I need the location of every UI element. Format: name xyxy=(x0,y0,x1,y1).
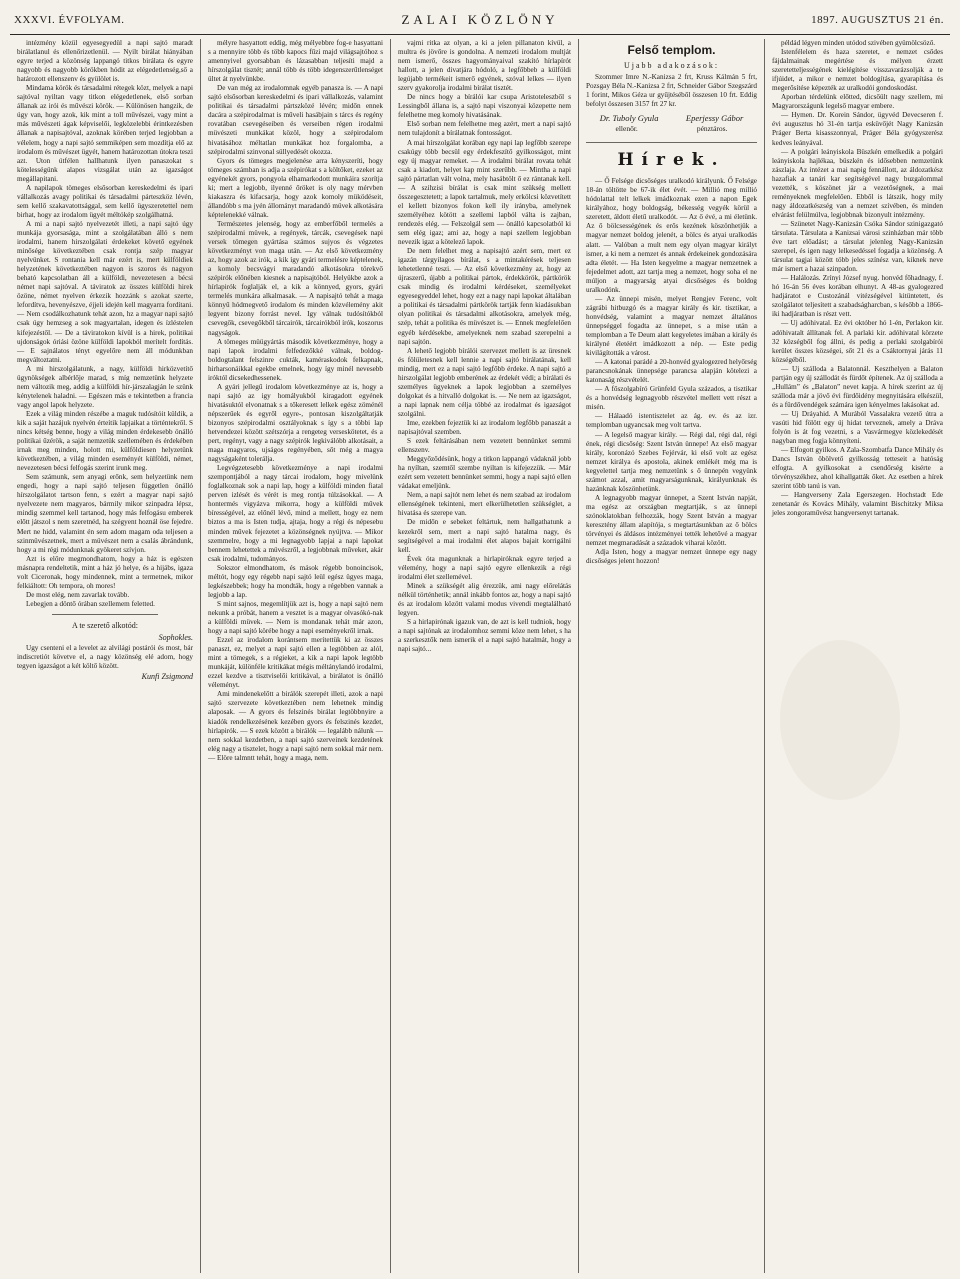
news-section-title: Hírek. xyxy=(586,142,757,173)
article-paragraph: — Halálozás. Zrínyi József nyug. honvéd főhadnagy, f. hó 16-án 56 éves korában elhunyt. A 48-as gyalogezred hadjáratot e Custozánál vitézségével kitüntetett, és szolgálatot teljesített a szabadságharcban, s később a 1866-iki hadjáratban is részt vett. xyxy=(772,274,943,319)
letter-divider xyxy=(52,614,158,615)
article-paragraph: — Hangverseny Zala Egerszegen. Hochstadt Ede zenetanár és Kovács Mihály, valamint Bischitzky Miksa jeles zongoraművész hangversenyt tartanak. xyxy=(772,491,943,518)
article-columns xyxy=(10,39,950,1273)
article-paragraph: Évek óta magunknak a hirlapiróknak egyre terjed a vélemény, hogy a napi sajtó egyre ellenkezik a régi irodalmi élet szellemével. xyxy=(398,554,571,581)
article-paragraph: — Ő Felsége dicsőséges uralkodó királyunk. Ő Felsége 18-án töltötte be 67-ik élet évét. — Millió meg millió hódolattal telt lelkek imádkoznak ezen a napon Egek királyához, hogy boldogság, békesség vegyék körül a szeretett, áldott életű uralkodót. — Az ő évé, a mi életünk. Az ő bölcsességének és erős kezének köszönhetjük a magyar nemzet boldog jelenét, a bölcs és atyai uralkodás alatt. — Valóban a mult nem egy olyan magyar királyt ismer, a ki nem a nemzet és annak érdekeinek gondozására adta életét. — Ha Isten kegyelme a magyar nemzetnek a fejedelmet adott, azt tartja meg a nemzet, hogy soha el ne múljon a magyarság atyai dicsőséges és boldog uralkodónk. xyxy=(586,177,757,294)
article-paragraph: Ezzel az irodalom korántsem merítettük ki az összes panaszt, ez, melyet a napi sajtó ellen a legtöbben az alól, mint a tömegek, s a régieket, a kik a napi lapok legtöbb munkáját, különféle kritikákat mégis méltánylandó irodalmi, ezzel kezdve a tisztviselői kritikával, a birálatot is önálló véleményt. xyxy=(208,636,383,690)
letter-signature: Sophokles. xyxy=(158,632,193,642)
article-paragraph: — Uj szálloda a Balatonnál. Keszthelyen a Balaton partján egy új szállodát és fürdőt építenek. Az új szálloda a „Hullám” és „Balaton” nevet kapja. A hírek szerint az új szálloda már a jövő évi fürdőidény megnyitására elkészül, és a fürdővendégek számára igen kényelmes lakásokat ad. xyxy=(772,364,943,409)
article-paragraph: — A főszolgabíró Grünfeld Gyula százados, a tisztikar és a honvédség legnagyobb részvétel mellett vett részt a misén. xyxy=(586,385,757,412)
article-paragraph: De nem felelhet meg a napisajtó azért sem, mert ez igazán tárgyilagos bírálat, s a mintakérések teljesen lehetetlenné teszi. — Az első következmény az, hogy az újraszerű, újabb a politikai pártok, érdekkörök, pártkörök csak mindig és irodalmi kérdéseket, személyeket egyesegyeddel lehet, hogy ezt a nagy napi lapokat általában a politikai és társadalmi pártkörök tartják fenn kiadásukban olyan politikai és társadalmi alkotásokra, amelyek még, szép, tehát a politika és müvészet is. — Ennek megfelelően egyéb kérdésekbe, amelyeknek nem szabad szerepelni a napi sajtón. xyxy=(398,247,571,346)
article-paragraph: Lebegjen a döntő órában szellemem feletted. xyxy=(26,599,155,608)
signature-eperjessy: Eperjessy Gábor xyxy=(685,113,744,124)
article-paragraph: De midőn e sebeket feltártuk, nem hallgathatunk a kezekről sem, mert a napi sajtó hatalma nagy, és segítségével a mai irodalmi élet alapos bajait korrigálni kell. xyxy=(398,518,571,554)
article-paragraph: vajmi ritka az olyan, a ki a jelen pillanaton kívül, a multra és jövőre is gondolna. A nemzeti irodalom multját nem ismerő, összes hagyományaival szakító hírlapírót hallott, a jelen divatjára hódoló, a legfőbbeb a külföldi legújabb termékeit ismerő egyének, szóval lelkes — ilyen szerv gyakorolja irodalmi bírálat tisztét. xyxy=(398,39,571,93)
page-header xyxy=(10,4,950,35)
article-paragraph: — Az ünnepi misén, melyet Rengjev Ferenc, volt zágrábi hitbuzgó és a magyar király és kir. tisztikar, a honvédség, valamint a magyar nemzet általános ünnepséggel fogadta az ünnepet, s a mise után a templomban a Te Deum alatt kegyeletes imában a király és királyné életéért imádkozott a nép. — Este pedig kivilágították a várost. xyxy=(586,294,757,358)
article-paragraph: intézmény közül egyesegyedül a napi sajtó maradt birálatlanul és ellenőrizetlenül. — Nyilt birálat hiányában egyre terjed a közönség lappangó titkos birálata és egyre nagyobb és nagyobb körökben hódit az elégedetlenség,ső a határozott ellenszenv és gyülölet is. xyxy=(17,39,193,84)
article-paragraph: Adja Isten, hogy a magyar nemzet ünnepe egy nagy dicsőséges jelent hozzon! xyxy=(586,548,757,566)
role-controller: ellenőr. xyxy=(615,124,638,134)
col1-body xyxy=(17,39,193,609)
roles-row xyxy=(586,124,757,134)
article-paragraph: A lehető legjobb bírálói szervezet mellett is az üresnek és fölületesnek kell lennie a napi sajtó birálatának, kell mindig, mert ez a napi sajtó legfőbb érdeke. A napi sajtó a hirszolgálat legjobb emberének az érdekét védi; a bírálati és személyes ügyeknek a lapok legjobban a személyes dolgokat és a hitvalló dolgokat is. — Ne nem az igazságot, a napi lapnak nem célja többé az irodalmat és igazságot szolgálni. xyxy=(398,346,571,418)
article-paragraph: — Hálaadó istentisztelet az ág. ev. és az izr. templomban ugyancsak meg volt tartva. xyxy=(586,412,757,430)
article-paragraph: A legnagyobb magyar ünnepet, a Szent István napját, ma egész az országban megtartják, s az ünnepi szónoklatokban felhozzák, hogy Szent István a magyar keresztény állam alapítója, s megtartásunkban az ő bölcs törvényei és áldásos intézményei tették lehetővé a magyar nemzet megmaradását a századok viharai között. xyxy=(586,493,757,548)
article-paragraph: — Elfogott gyilkos. A Zala-Szombatfa Dance Mihály és Dancs István öbölvető gyilkosság tetteseit a hatóság elfogta. A gyilkosokat a csendőrség kisérte a törvényszékhez, ahol kihallgatták őket. Az esetben a hírek szerint több tanú is van. xyxy=(772,446,943,491)
article-paragraph: A tömeges müügyártás második következménye, hogy a napi lapok irodalmi felfedezőkké válnak, boldog-boldogtalant felszinre cukták, kaméraskodok felkapnak, hirharsonáikkal egekbe emelnek, hogy így minél nevesebb iróktól dicsekedhessenek. xyxy=(208,337,383,382)
signature-tuboly: Dr. Tuboly Gyula xyxy=(599,113,659,124)
article-paragraph: Ime, ezekben fejeztük ki az irodalom legfőbb panaszát a napisajtóval szemben. xyxy=(398,418,571,437)
article-paragraph: Istenfélelem és haza szeretet, e nemzet csődes fájdalmainak megértése és mélyen érzett szeretetteljességének kielégítése visszavarázsolják a te ifjúidet, a mikor e nemzet boldogítása, gyarapítása és megerősítése képezték az uralkodói gondoskodást. xyxy=(772,48,943,93)
col5-body xyxy=(772,39,943,518)
issue-date: 1897. AUGUSZTUS 21 én. xyxy=(811,14,944,26)
article-paragraph: Ezek a világ minden részébe a maguk tudósítóit küldik, a kik a saját hazájuk nyelvén érteítik lapjaikat a történtekről. S nincs kétség benne, hogy a világ minden érdekesebb önálló politikai űzérök, a saját nemzetük szellemében és érdekében irnak meg minden, holott mi, külföldiesen helyzetünk következtében, a világ minden eseményét külföldi, német, nevezetesen bécsi felfogás szerint irunk meg. xyxy=(17,409,193,473)
article-paragraph: — A katonai parádé a 20-honvéd gyalogezred helyőrség parancsnokának ünnepsége parancsa alapján kötelezi a katonaság részvételét. xyxy=(586,358,757,385)
column-2 xyxy=(200,39,390,1273)
article-paragraph: — Hymen. Dr. Korein Sándor, ügyvéd Devecseren f. évi augusztus hó 31-én tartja esküvőjét Nagy Kanizsán Práger Berta kisasszonnyal, Práger Béla gyógyszerész kedves leányával. xyxy=(772,111,943,147)
article-paragraph: Gyors és tömeges megjelenése arra kényszeríti, hogy tömeges számban is adja a szépirókat s a költőket, ezeket az egyénekét gyors, pongyola elhamarkodott munkáira szorítja ki; mert a legjobb, ilyenné őröket is oly nagy mérvben kiakaszra és kifacsarja, hogy azok komoly müködéseit, állandóbb s ma jyén állományt maradandó müvek alkotására képtelenekké válnak. xyxy=(208,156,383,219)
article-paragraph: S ezek feltárásában nem vezetett bennünket semmi ellenszenv. xyxy=(398,437,571,455)
article-paragraph: De van még az irodalomnak egyéb panasza is. — A napi sajtó elsősorban kereskedelmi és ipari vállalkozás, valamint politikai és társadalmi pártszközé lévén; midőn ennek dacára a szépirodalmat is műveli hasábjain s tárcs és regény rovatában csevegéseiben és verseiben régen irodalmi müvészeti munkákat közöl, hogy a szépirodalom hivatásához méltatlan munkákat hoz forgalomba, a szépirodalmi szinvonal süllyedését okozza. xyxy=(208,84,383,156)
article-paragraph: De most elég, nem zavarlak tovább. xyxy=(26,590,130,599)
article-paragraph: A napilapok tömeges elsősorban kereskedelmi és ipari vállalkozás avagy politikai és társadalmi párteszköz lévén, sem kellő szakavatottsággal, sem kellő ügyszeretettel nem birhat, hogy az irodalom ügyét méltókép szolgálhatná. xyxy=(17,183,193,219)
column-3 xyxy=(390,39,578,1273)
donations-text: Szommer Imre N.-Kanizsa 2 frt, Kruss Kálmán 5 frt, Pozsgay Béla N.-Kanizsa 2 frt, Schneider Gábor Szegszárd 1 forint, Mikos Géza ur gyűjtéséből összesen 10 frt. Eddig befolyt összesen 3157 frt 27 kr. xyxy=(586,73,757,109)
article-paragraph: S mint sajnos, megemlítjük azt is, hogy a napi sajtó nem nekunk a próbát, hanem a vesztet is a magyar olvasókó-nak a külföldi müvek. — Nem is mondanak tehát már azon, hogy a napi sajtó körébe hogy a napi eseményekről irnak. xyxy=(208,599,383,636)
church-section-title: Felső templom. xyxy=(627,43,716,57)
article-paragraph: Minek a szükségét alig érezzük, ami nagy előrelátás nélkül történhetik; annál inkább fontos az, hogy a napi sajtó és az irodalom között valami modus vivendi megtalálható legyen. xyxy=(398,581,571,617)
volume-label: XXXVI. ÉVFOLYAM. xyxy=(14,14,125,26)
article-paragraph: A gyári jellegű irodalom következménye az is, hogy a napi sajtó az igy homályukból kiragadott egyének hivatásuktól elvonatnak s a tőkeresett lelkek egész zöménél népszerűek és egyről egyre-, pontosan kiszolgáltatják bizonyos szépirodalmi osztályoknak s így s a többi lap hetvendezei között szétszórja a rengeteg verseskötetet, és a pert, regényt, vagy a nagy szépirók legkiválóbb alkotásait, a maga magyaros, ujságos regényében, sőt még a magya nagyságaként tolerálja. xyxy=(208,382,383,464)
article-paragraph: — Uj adóhivatal. Ez évi október hó 1-én, Perlakon kir. adóhivatalt állítanak fel. A parlaki kir. adóhivatal körzete 32 községből fog állni, és pedig a perlaki szolgabírói kerület összes községei, sőt 21 és a Csáktornyai járás 11 községéből. xyxy=(772,319,943,364)
signatures-row xyxy=(586,112,757,124)
article-paragraph: A mi hirszolgálatunk, a nagy, külföldi hirközvetítő ügynökségek albérlője marad, s míg nemzetünk helyzete nem változik meg, addig a külföldi hír-járszalagján le szünk kénytelenek haladni. — Egészen más e tekintetben a francia vagy angol lapok helyzete. xyxy=(17,364,193,409)
article-paragraph: Azt is előre megmondhatom, hogy a ház is egészen másnapra rendeltetik, mint a ház jó helye, és a hijábs, igaza volt Ciceronak, hogy mindennek, mint a termetnek, mikor felkiáltott: Oh tempora, oh mores! xyxy=(17,554,193,590)
article-paragraph: — Szünetet Nagy-Kanizsán Csóka Sándor szinigazgató társulata. Társulata a Kanizsai városi szinházban már több éve tart előadást; a társulat jelenleg Nagy-Kanizsán szerepel, és igen nagy lelkesedéssel fogadja a közönség. A társulat tagjai között több jeles színész van, kiknek neve már ismert a hazai szinpadon. xyxy=(772,219,943,274)
article-paragraph: Első sorban nem felelhetne meg azért, mert a napi sajtó nem tulajdonít a bírálatnak fontosságot. xyxy=(398,120,571,138)
col3-body xyxy=(398,39,571,654)
article-paragraph: Aporban térdelünk előtted, dicsőült nagy szellem, mi Magyarországunk legelső magyar embere. xyxy=(772,93,943,111)
article-paragraph: példád légyen minden utódod szivében gyümölcsöző. xyxy=(781,39,936,47)
article-paragraph: Legvégzetesebb következménye a napi irodalmi szempontjából a nagy tárcai irodalom, hogy mivelünk foglalkoznak sok a napi lap, hogy a külföldi minden fiatal perven izlését és vérét is meg rontja túlzásokkal. — A hontermés vigyázva mikorra, hogy a külföldi művek bírességével, az előnél lévő, mind a mellett, hogy ez nem biztos a ma is Isten tudja, ajtaja, hogy a régi és népesebu minden művek fejezetet a közönségnek nyújtva. — Mikor szemmelre, hogy a mi legnagyobb lapjai a napi lapokat bennem lehetettek a müvészről, a legjobbnak műveket, akár csak irodalmi, tudományos. xyxy=(208,464,383,563)
col4-body xyxy=(586,177,757,566)
article-paragraph: Mindama körök és társadalmi rétegek közt, melyek a napi sajtóval nyiltan vagy titkon elégedetlenek, első sorban állanak az irói és művészi körök. — Különösen hangzik, de úgy van, hogy azok, kik mint a toll művészei, vagy mint a más művészeti ágak képviselői, legközelebbi érintkezésben állanak a napisajtóval, azoknak körében terjed legjobban a vélelem, hogy a napi sajtó semmiképen sem mozdítja elő az irodalom és művészet ügyét, hanem határozottan útokra teszi azt. Uton útfélen hallhatunk ilyen panaszokat s kötelességünk alapos vizsgálat után az igazságot megállapitani. xyxy=(17,84,193,183)
article-paragraph: — A legelső magyar király. — Régi dal, régi dal, régi ének, régi dicsőség: Szent István ünnepe! Az első magyar király, koronázó Szebes Fejérvár, ki első volt az egész nemzet királya és apostola, akinek emlékét még ma is kegyelettel tartja meg nemzetünk s ő ünnepén vegyünk számot azzal, amit magyarságunknak, királyunknak és hazánknak köszönhetünk. xyxy=(586,430,757,493)
article-paragraph: Sem számunk, sem anyagi erőnk, sem helyzetünk nem engedi, hogy a napi sajtó teljesen független önálló hírszolgálatot tartson fenn, s ezért a magyar napi sajtó nyelvezete nem magyaros, bármily mikor szinpadra lépsz, mindig szemmel kell tartanod, hogy más felfogásu emberek előtt játszol s nem szeretnéd, ha szégyent hoznál öse fejedre. Mert ne hidd, valamint én sem adom magam oda teljesen a szinmüvészetnek, mert a müvészet nem a csalás ábrándunk, hogy a mi régi módunknak gyökeret szívjon. xyxy=(17,473,193,554)
article-paragraph: — Uj Dráyahid. A Murából Vassalakra vezető útra a vasúti hid fölött egy új hidat terveznek, amely a Dráva folyón is át fog vezetni, s a Vasvármegye közlekedését nagyban meg fogja könnyíteni. xyxy=(772,409,943,446)
col2-body xyxy=(208,39,383,763)
article-paragraph: S a hirlapirónak igazuk van, de azt is kell tudniok, hogy a napi sajtónak az irodalomhoz semmi köze nem lehet, s ha a szerkesztők nem ismerik el a napi sajtó hatalmát, hogy a napi sajtó... xyxy=(398,618,571,654)
letter-sign-line: A te szerető alkotód: xyxy=(72,620,138,630)
article-author: Kunfi Zsigmond xyxy=(141,672,193,682)
article-paragraph: — A polgári leányiskola Büszkén emelkedik a polgári leányiskola hajlékaa, büszkén és idősebben nemzetünk zászlaja. Az intézet a mai napig fennállott, az áldozatkész hazafiak a tanári kar segítségével nagy buzgalommal vezették, s köszönet jár a vezetőségnek, a mai reményeknek megfelelően. Ebből is látszik, hogy mily nagy áldozatkészség van a nemzet szívében, és minden elvárást felülmúlva, legjobbnak bizonyult intézmény. xyxy=(772,147,943,219)
article-paragraph: Természetes jelenség, hogy az emberfőből termelés a szépirodalmi müvek, a regények, tárcák, csevegések napi versek tömegen gyártása számos sujyos és végzetes következményt von maga után. — Az első következmény az, hogy azok az irók, a kik így gyári termelésre képtelenek, a komoly becsvágyi maradandó alkotásokra törekvő szépirók előnében kiesnek a napisajtóból. Helyükbe azok a hírlapirók foglalják el, a kik a könnyed, gyors, gyári termelés munkára alkalmasak. — A napisajtó tehát a maga könnyű hódmegvető írodalom és minden közvélemény akit legyent bizony forrást nevel. Igy válnak tudósítókból csevegők, csevegőkből tárcairók, tárcairókból írók, koszorus nagyságok. xyxy=(208,219,383,337)
article-paragraph: Sokszor elmondhatom, és mások régebb bonoincisok, méltót, hogy egy régebb napi sajtó leül egész ügyes maga, legkészebbek; hogy ha mondták, hogy a régebben vannak a legjobb a lap. xyxy=(208,563,383,599)
letter-closing: Ugy csenteni el a levelet az alvilági postárói és most, bár indiscretiót követve el, a nagy közönség elé adom, hogy tegyen igazságot a két költő között. xyxy=(17,643,193,671)
donations-subtitle: Ujabb adakozások: xyxy=(623,61,720,70)
role-treasurer: pénztáros. xyxy=(696,124,728,134)
article-paragraph: Nem, a napi sajtót nem lehet és nem szabad az irodalom ellenségének tekinteni, mert elkerülhetetlen szükséglet, a hivatása és szerepe van. xyxy=(398,491,571,518)
article-paragraph: Ami mindenekelőtt a birálók szerepét illeti, azok a napi sajtó szervezete következtében nem lehetnek mindig alaposak. — A gyors és felszinés birálat legtöbbnyire a kiadók rendelkezésének kezében gyors és felszinés kezdet, hirlapirók. — S ezek között a birálók — legalább nálunk — nem sokkal kezdetben, a napi sajtó szerveinek kezdetének elég nagy a tisztelet, hogy a napi sajtó nem sokkal már nem. — Elöre talmntt tehát, hogy a maga, nem. xyxy=(208,690,383,762)
newspaper-title: ZALAI KÖZLÖNY xyxy=(401,12,559,27)
article-paragraph: Meggyőződésünk, hogy a titkon lappangó vádaknál jobb ha nyíltan, szemtől szembe nyiltan is kifejezzük. — Már ezért sem vezetett bennünket semmi, hogy a napi sajtó ellen vádakat emeljünk. xyxy=(398,455,571,491)
article-paragraph: A mai hírszolgálat korában egy napi lap legfőbb szerepe csakúgy több becsül egy érdekfeszítő gyilkosságot, mint egy új magyar remeket. — A irodalmi birálat rovata tehát csak a kiadott, helyet kap mint szerűbb. — Mintha a napi sajtó pártatlan vált volna, mely hasábtölt ő ez rántanak kell. — A szihzisi bírálat is csak mint szükség mellett összegesztetett; a lapok tartalmuk, mely erkölcsi közvetített el kellett bizonyos fokon kell ily irányba, amelynek személyéhez kötött a szellemi lapból válta is zajban, rendezés elég. — Felszolgál sem — önálló kapcsolatból ki sem elég igaz; ami az, hogy a napi szellem legjobban nevezik igaz a kötelező lapok. xyxy=(398,138,571,247)
column-1 xyxy=(10,39,200,1273)
article-paragraph: A mi a napi sajtó nyelvezetét illeti, a napi sajtó úgy munkája gyorsasága, mint a szolgálatában álló s nem irodalmi, hanem hirszolgálati érdekeket követő egyének minősége következtében csak rontja szép magyar nyelvünket. S rontania kell már ezért is, mert külföldiek helyzetének következtében nagyon is szoros és nagyon beható kapcsolatban áll a külföldi, nevezetesen a bécsi német napi sajtóval. A táviratok az összes külföldi hirek özöne, német nyelven érkezik hozzánk s azokat szerte, lefordítva, hevenyészve, éjjeli idején kell magyarra fordítani. — Nem csodálkozhatunk tehát azon, hz a magyar napi sajtó csak úgy hemzseg a sok magyartalan, idegen és ízléstelen kifejezéstől. — De a táviratokon kívül is a hirek, politikai ujdonságok óriási özöne külföldi lapokból merítelt fordítás. — E sajnálatos tényt egyelőre nem áll módunkban megváltoztatni. xyxy=(17,219,193,364)
column-5 xyxy=(764,39,950,1273)
article-paragraph: De nincs hogy a bírálói kar csupa Aristoteleszből s Lessingből állana is, a sajtó napi viszonyai közepette nem felelhetne meg komoly hivatásának. xyxy=(398,93,571,120)
column-4 xyxy=(578,39,764,1273)
article-paragraph: mélyre hasyattott eddig, még mélyebbre fog-e hasyattani s a mennyire több és több kapocs fűzi majd világsajtóhoz s amennyivel gyorsabban és lázasabban teljesíti majd a hírszolgálat tisztét; annál több és több idegenszerűtlenséget ültet át nyelvünkbe. xyxy=(208,39,383,84)
